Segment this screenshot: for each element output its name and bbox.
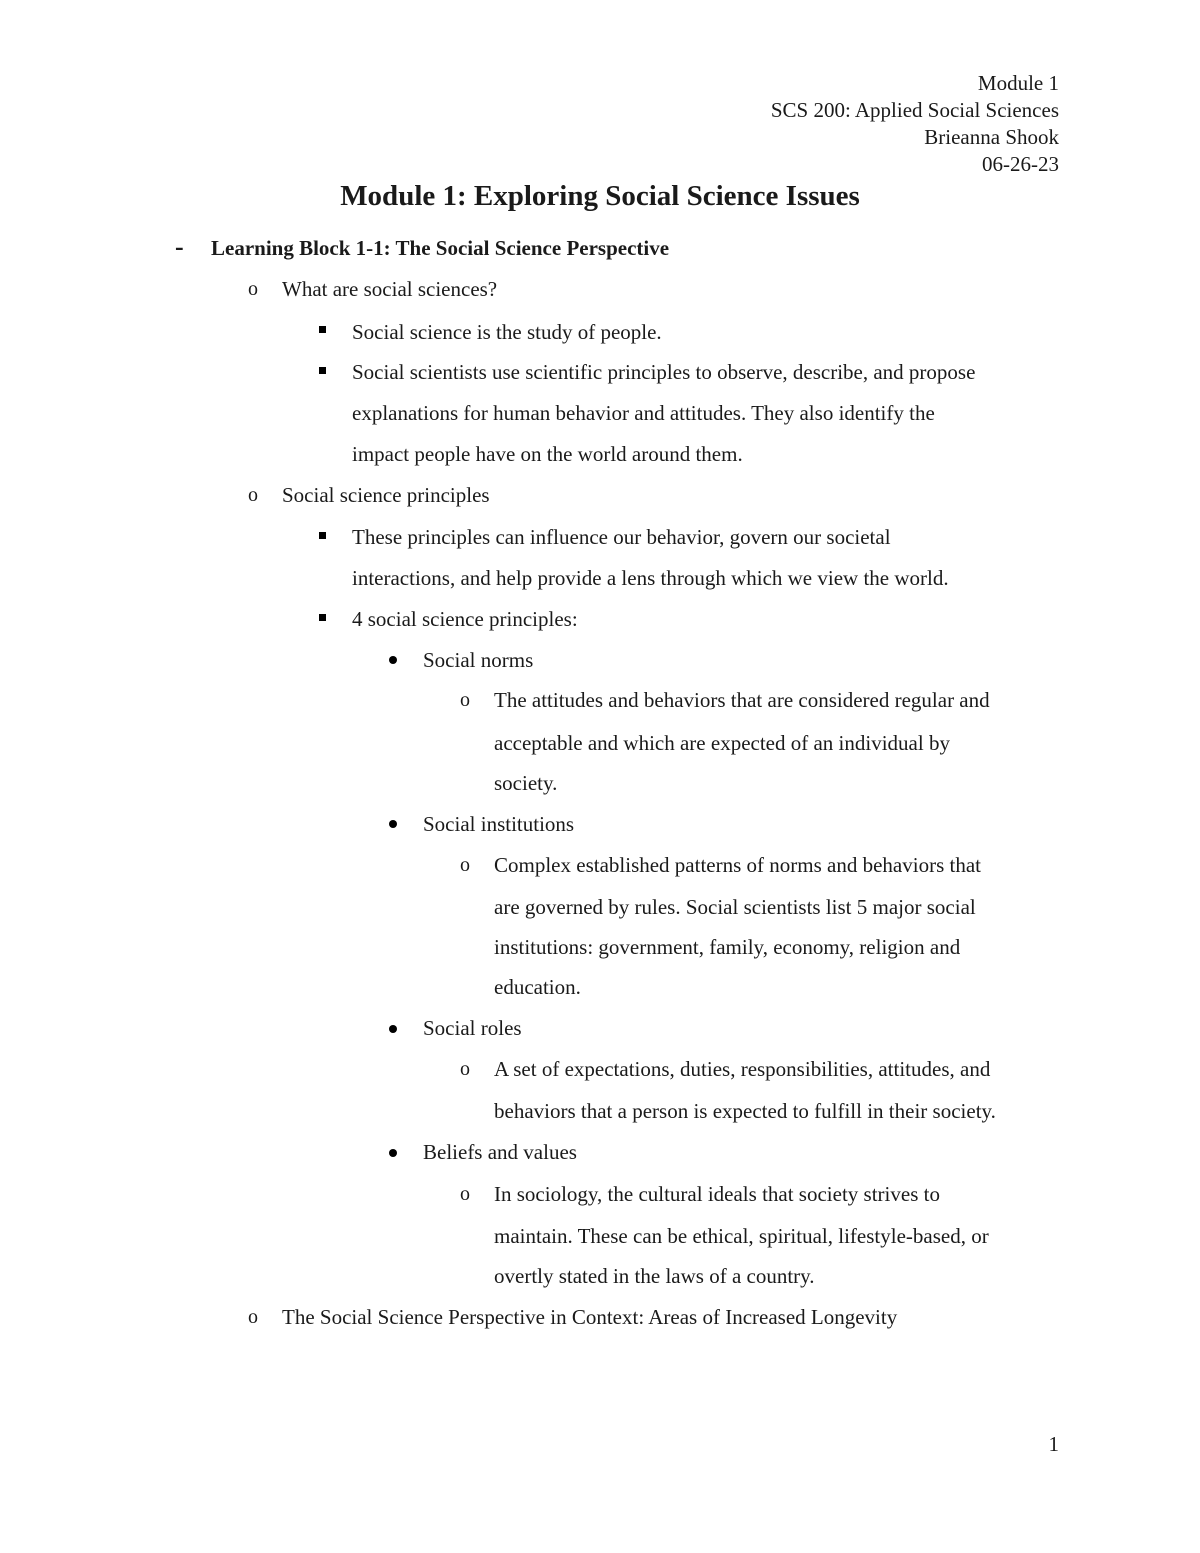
outline-item-continued: explanations for human behavior and attitudes. They also identify the (352, 401, 935, 425)
outline-item: Social science is the study of people. (352, 320, 662, 344)
circle-bullet: o (460, 1058, 470, 1080)
outline-item: Social scientists use scientific principles to observe, describe, and propose (352, 360, 976, 384)
principle-definition-continued: overtly stated in the laws of a country. (494, 1264, 815, 1288)
learning-block-heading: Learning Block 1-1: The Social Science Perspective (211, 236, 670, 260)
principle-definition: A set of expectations, duties, responsibilities, attitudes, and (494, 1057, 991, 1081)
document-header (771, 70, 1059, 178)
page-title: Module 1: Exploring Social Science Issues (340, 180, 860, 212)
round-bullet (389, 820, 397, 828)
round-bullet (389, 1149, 397, 1157)
outline-item: What are social sciences? (282, 277, 498, 301)
principle-item: Social norms (423, 648, 534, 672)
square-bullet (319, 326, 326, 333)
square-bullet (319, 532, 326, 539)
principle-definition: The attitudes and behaviors that are considered regular and (494, 688, 990, 712)
principle-definition: In sociology, the cultural ideals that society strives to (494, 1182, 940, 1206)
circle-bullet: o (460, 1183, 470, 1205)
principle-definition-continued: acceptable and which are expected of an individual by (494, 731, 950, 755)
square-bullet (319, 614, 326, 621)
circle-bullet: o (460, 854, 470, 876)
principle-definition-continued: education. (494, 975, 581, 999)
principle-definition-continued: maintain. These can be ethical, spiritual, lifestyle-based, or (494, 1224, 989, 1248)
principle-item: Social institutions (423, 812, 575, 836)
principle-definition-continued: institutions: government, family, economy, religion and (494, 935, 961, 959)
circle-bullet: o (460, 689, 470, 711)
circle-bullet: o (248, 484, 258, 506)
principle-definition-continued: society. (494, 771, 558, 795)
dash-bullet: - (175, 232, 184, 261)
principle-definition: Complex established patterns of norms and behaviors that (494, 853, 981, 877)
header-module: Module 1 (977, 71, 1059, 95)
principle-item: Beliefs and values (423, 1140, 577, 1164)
round-bullet (389, 1025, 397, 1033)
circle-bullet: o (248, 278, 258, 300)
principle-item: Social roles (423, 1016, 522, 1040)
header-author: Brieanna Shook (924, 125, 1059, 149)
round-bullet (389, 656, 397, 664)
outline-item: These principles can influence our behavior, govern our societal (352, 525, 891, 549)
square-bullet (319, 367, 326, 374)
header-course: SCS 200: Applied Social Sciences (770, 98, 1059, 122)
principle-definition-continued: behaviors that a person is expected to fulfill in their society. (494, 1099, 996, 1123)
principle-definition-continued: are governed by rules. Social scientists list 5 major social (494, 895, 976, 919)
outline-item: The Social Science Perspective in Context: Areas of Increased Longevity (282, 1305, 898, 1329)
outline-item: 4 social science principles: (352, 607, 578, 631)
page-number: 1 (1048, 1432, 1059, 1456)
outline-item-continued: interactions, and help provide a lens through which we view the world. (352, 566, 949, 590)
outline-item: Social science principles (282, 483, 490, 507)
header-date: 06-26-23 (982, 152, 1059, 176)
outline-item-continued: impact people have on the world around them. (352, 442, 743, 466)
circle-bullet: o (248, 1306, 258, 1328)
